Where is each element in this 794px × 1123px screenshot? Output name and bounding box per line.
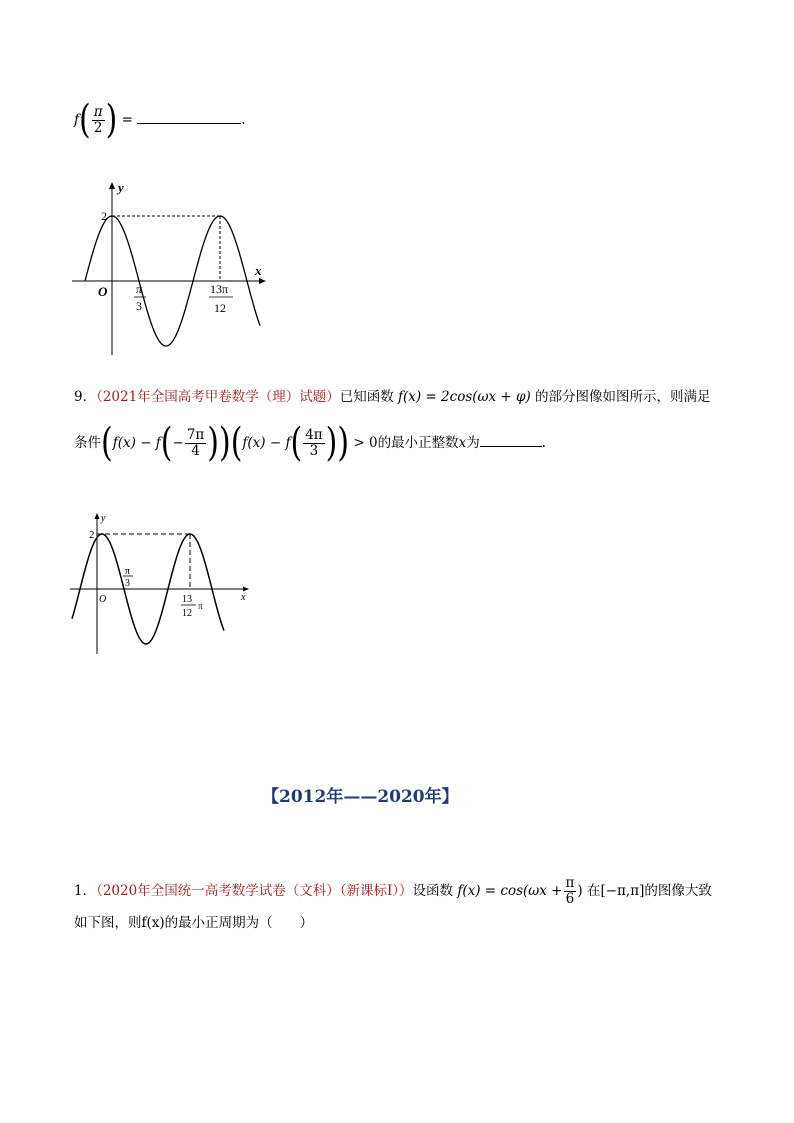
section-title: 【2012年——2020年】 bbox=[262, 787, 459, 807]
outer-right-paren: ) bbox=[218, 420, 231, 466]
q9-number: 9． bbox=[74, 389, 97, 405]
x2-num: 13π bbox=[210, 282, 229, 296]
origin-label: O bbox=[99, 594, 107, 605]
inner-right-paren: ) bbox=[207, 420, 219, 466]
outer-left-paren: ( bbox=[101, 420, 113, 466]
q9-minus: − bbox=[172, 435, 184, 451]
x1-den: 3 bbox=[125, 578, 130, 589]
x2-den: 12 bbox=[182, 608, 192, 619]
q9-source: （2021年全国高考甲卷数学（理）试题） bbox=[96, 389, 340, 405]
q8-fname: f bbox=[74, 112, 79, 128]
x1-den: 3 bbox=[136, 299, 142, 313]
q1-frac-den: 6 bbox=[565, 891, 575, 907]
q9-frac1-den: 4 bbox=[191, 443, 200, 459]
q9-frac2-den: 3 bbox=[309, 443, 319, 459]
inner-left-paren: ( bbox=[160, 420, 173, 466]
q8-equals: = bbox=[121, 112, 133, 128]
x1-num: π bbox=[136, 282, 143, 296]
y-label: y bbox=[101, 513, 106, 524]
q1-text1: 设函数 bbox=[412, 883, 454, 899]
right-paren: ) bbox=[105, 97, 118, 143]
graph-2 bbox=[66, 508, 256, 658]
x2-pi: π bbox=[198, 601, 203, 611]
q9-f1: f(x) − f bbox=[112, 435, 161, 451]
q8-frac-num: π bbox=[93, 104, 103, 120]
q9-condition: > 0 bbox=[353, 435, 378, 451]
inner-left-paren-2: ( bbox=[290, 420, 303, 466]
q1-line2: 如下图，则f(x)的最小正周期为（ ） bbox=[74, 915, 314, 931]
outer-right-paren-2: ) bbox=[337, 420, 350, 466]
q9-line2-prefix: 条件 bbox=[74, 435, 101, 451]
q9-f2: f(x) − f bbox=[242, 435, 291, 451]
graph-1 bbox=[60, 175, 280, 360]
q9-end: ． bbox=[541, 435, 556, 451]
q1-text3: 的图像大致 bbox=[644, 883, 712, 899]
q1-interval: [−π,π] bbox=[600, 883, 645, 899]
q8-fraction bbox=[92, 105, 105, 136]
q9-frac2 bbox=[303, 428, 324, 459]
q9-func: f(x) = 2cos(ωx + φ) bbox=[398, 389, 531, 405]
q1-func-end: ) bbox=[577, 883, 583, 899]
y-tick-2: 2 bbox=[89, 529, 95, 541]
q1-text2: 在 bbox=[586, 883, 601, 899]
q8-answer-line bbox=[74, 97, 246, 143]
q9-line2 bbox=[74, 420, 556, 466]
q1-func: f(x) = cos(ωx + bbox=[457, 883, 563, 899]
q1-line1 bbox=[74, 876, 712, 907]
q9-frac2-num: 4π bbox=[305, 427, 323, 443]
q8-answer-blank[interactable] bbox=[137, 123, 241, 124]
q9-text3: 的最小正整数 bbox=[377, 435, 459, 451]
q9-frac1-num: 7π bbox=[186, 427, 205, 443]
q9-frac1 bbox=[185, 428, 206, 459]
q9-line1 bbox=[74, 388, 711, 406]
q1-fraction bbox=[564, 876, 577, 907]
x-label: x bbox=[255, 263, 262, 278]
y-label: y bbox=[118, 180, 124, 195]
x-label: x bbox=[241, 592, 246, 603]
q1-source: （2020年全国统一高考数学试卷（文科）（新课标Ⅰ）） bbox=[96, 883, 413, 899]
q9-text1: 已知函数 bbox=[339, 389, 394, 405]
q9-text2: 的部分图像如图所示，则满足 bbox=[535, 389, 711, 405]
q8-period: . bbox=[241, 112, 246, 128]
q9-answer-blank[interactable] bbox=[480, 446, 542, 447]
origin-label: O bbox=[98, 284, 108, 299]
inner-right-paren-2: ) bbox=[325, 420, 338, 466]
left-paren: ( bbox=[79, 97, 91, 143]
q1-number: 1． bbox=[74, 883, 97, 899]
y-tick-2: 2 bbox=[101, 209, 107, 223]
x2-den: 12 bbox=[214, 301, 226, 315]
q9-text4: 为 bbox=[466, 435, 480, 451]
x1-num: π bbox=[125, 566, 131, 577]
q8-frac-den: 2 bbox=[93, 120, 103, 136]
q1-frac-num: π bbox=[565, 875, 575, 891]
q9-var-x: x bbox=[458, 435, 467, 451]
x2-num: 13 bbox=[182, 594, 192, 605]
outer-left-paren-2: ( bbox=[230, 420, 243, 466]
